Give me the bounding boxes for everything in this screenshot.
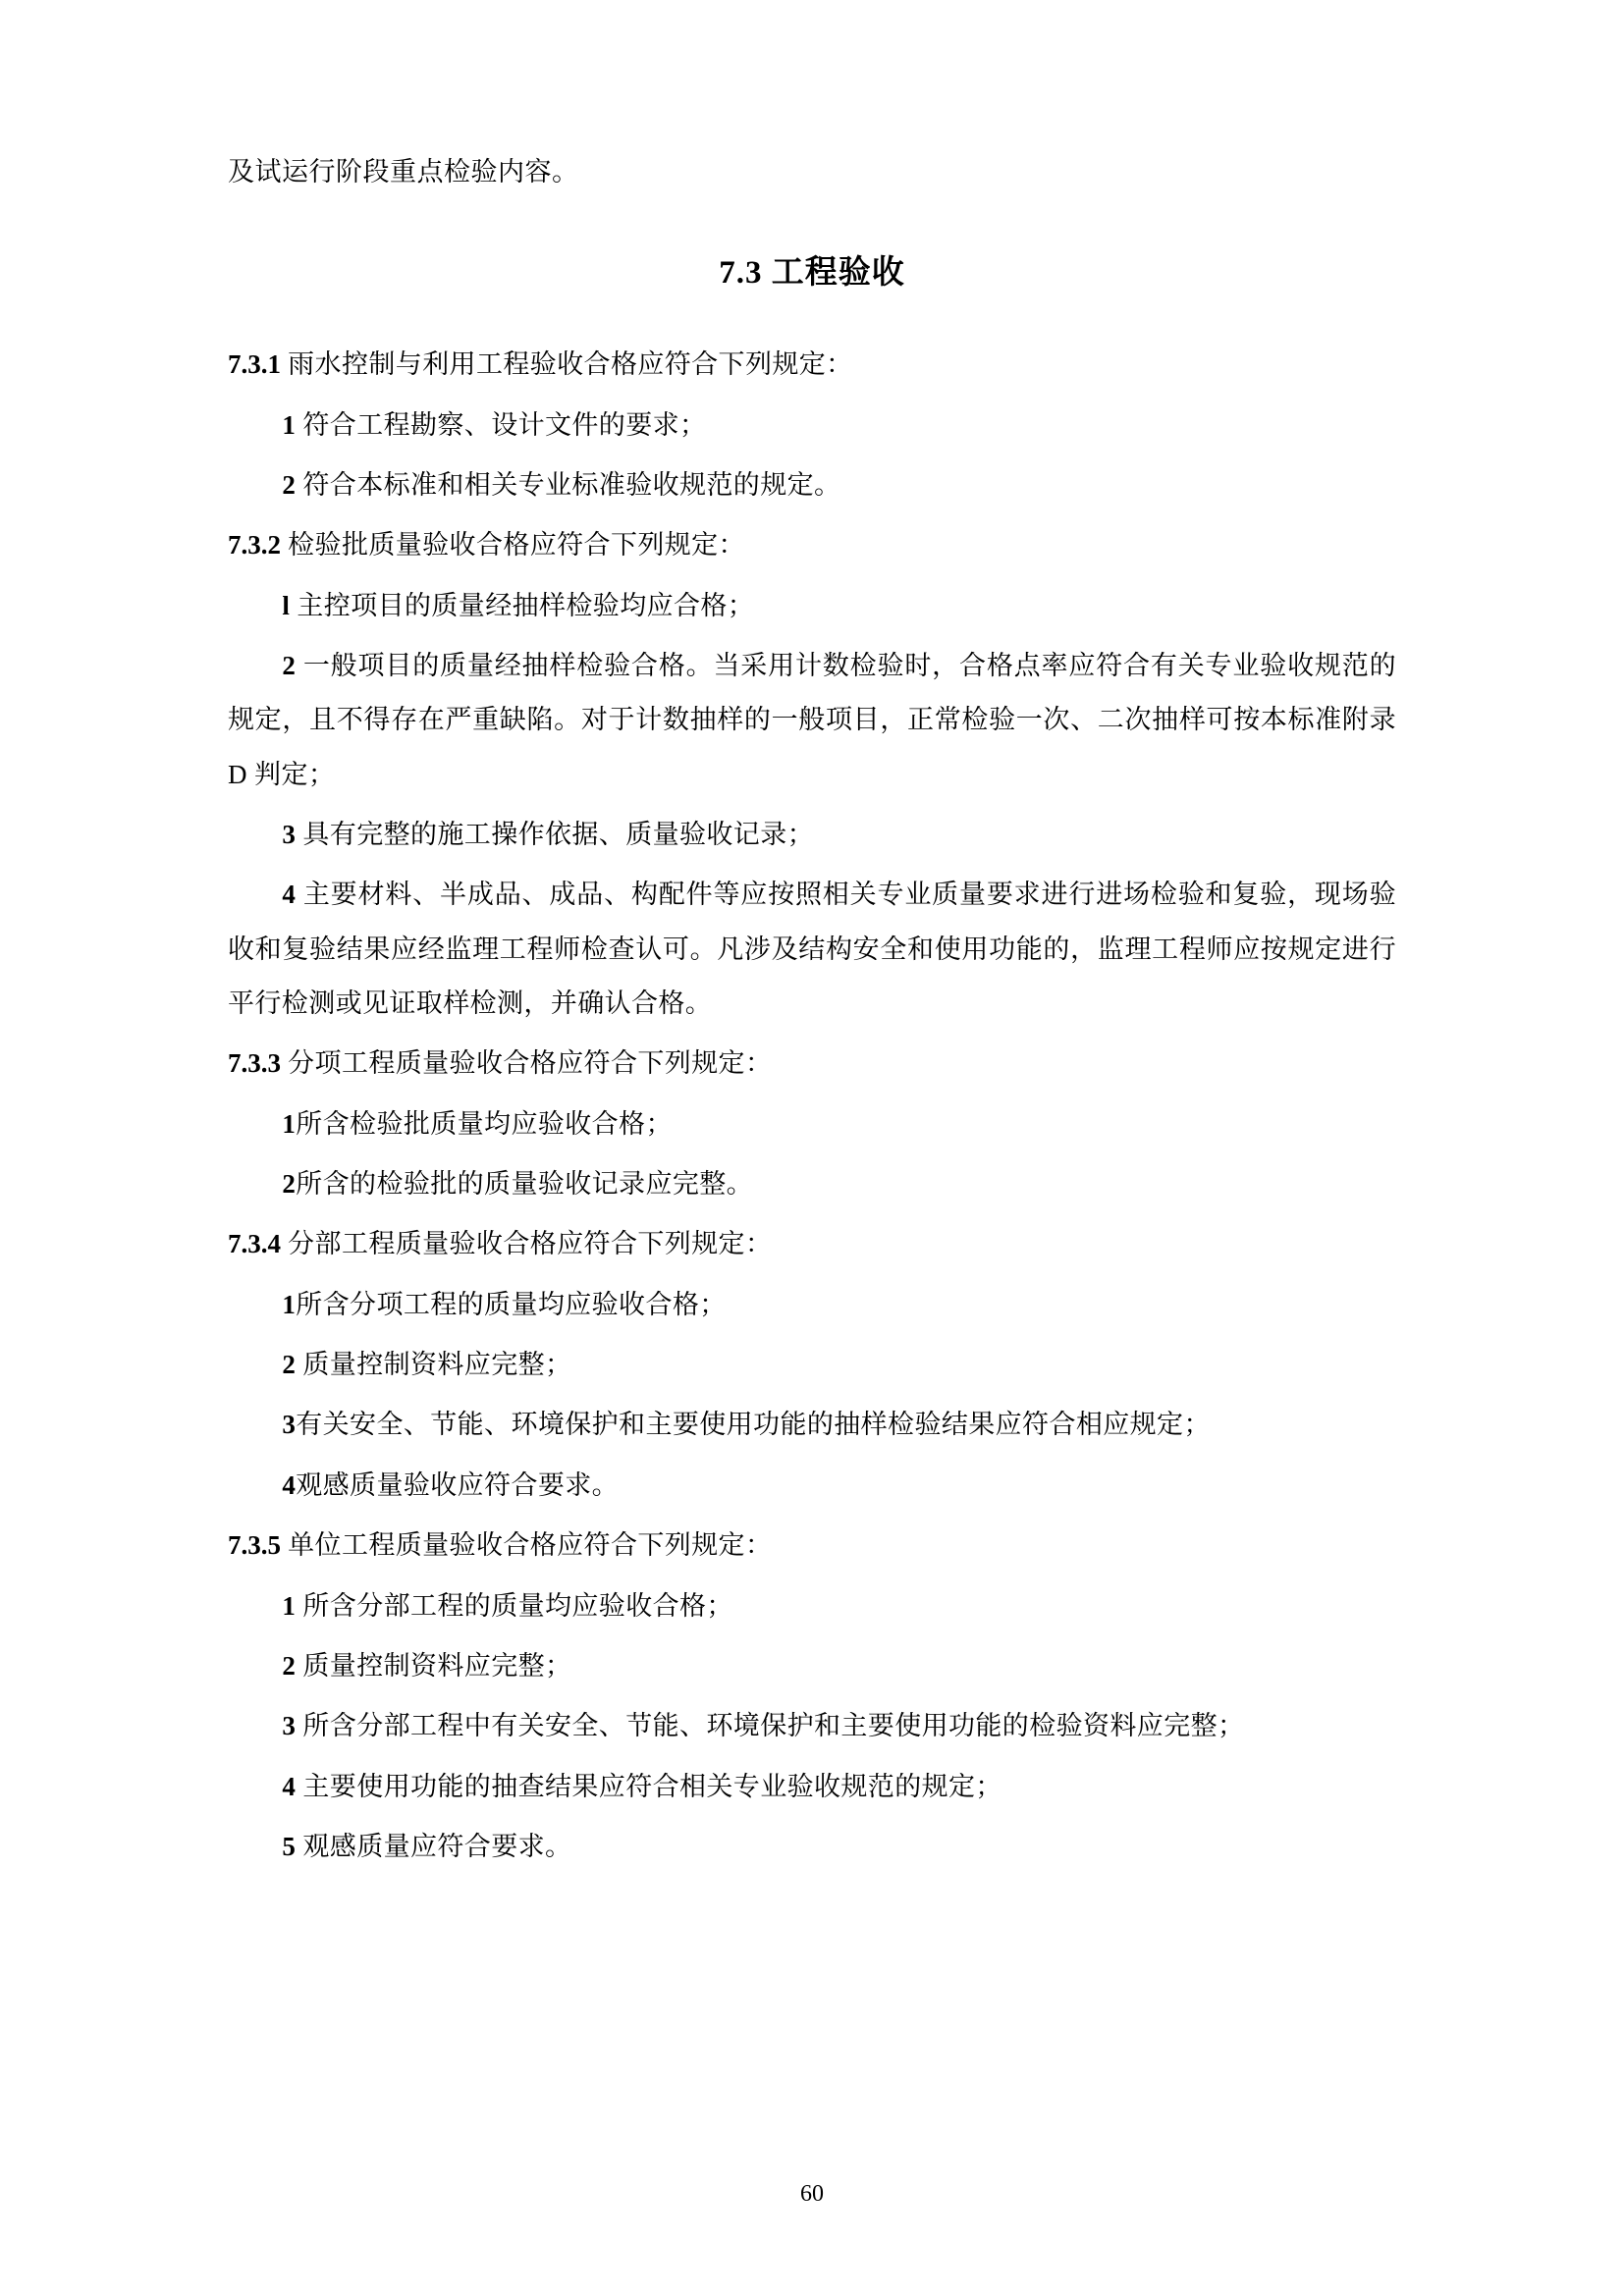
list-item [228, 1820, 1396, 1874]
item-number: 1 [282, 1590, 297, 1621]
clause-number: 7.3.4 [228, 1229, 281, 1259]
item-number: 4 [282, 880, 297, 910]
list-item [228, 399, 1396, 453]
item-text: 有关安全、节能、环境保护和主要使用功能的抽样检验结果应符合相应规定； [296, 1410, 1211, 1440]
item-text: 符合工程勘察、设计文件的要求； [302, 409, 707, 440]
clause-number: 7.3.3 [228, 1048, 281, 1079]
item-number: 1 [282, 1108, 297, 1139]
clause-number: 7.3.2 [228, 530, 281, 561]
item-text: 所含分部工程中有关安全、节能、环境保护和主要使用功能的检验资料应完整； [302, 1711, 1245, 1741]
item-text: 质量控制资料应完整； [302, 1350, 572, 1380]
list-item [228, 639, 1396, 802]
clause-number: 7.3.5 [228, 1530, 281, 1561]
item-number: 4 [282, 1469, 297, 1500]
item-text: 质量控制资料应完整； [302, 1650, 572, 1681]
list-item [228, 868, 1396, 1031]
list-item [228, 1699, 1396, 1753]
list-item [228, 1639, 1396, 1693]
item-number: 5 [282, 1831, 297, 1861]
item-number: 3 [282, 1711, 297, 1741]
item-text: 所含分部工程的质量均应验收合格； [302, 1590, 733, 1621]
item-number: l [282, 590, 291, 620]
item-text: 所含的检验批的质量验收记录应完整。 [296, 1169, 754, 1200]
item-text: 主要使用功能的抽查结果应符合相关专业验收规范的规定； [302, 1771, 1002, 1801]
list-item [228, 458, 1396, 512]
list-item [228, 1760, 1396, 1814]
item-text: 主控项目的质量经抽样检验均应合格； [297, 590, 755, 620]
item-number: 1 [282, 1289, 297, 1319]
clause-text: 雨水控制与利用工程验收合格应符合下列规定： [288, 349, 853, 380]
clause-7-3-3 [228, 1037, 1396, 1091]
item-text: 所含检验批质量均应验收合格； [296, 1108, 673, 1139]
list-item [228, 1579, 1396, 1633]
clause-7-3-2 [228, 518, 1396, 572]
list-item [228, 808, 1396, 862]
item-text: 所含分项工程的质量均应验收合格； [296, 1289, 727, 1319]
list-item [228, 1097, 1396, 1151]
item-text: 主要材料、半成品、成品、构配件等应按照相关专业质量要求进行进场检验和复验，现场验收和复验结果应经监理工程师检查认可。凡涉及结构安全和使用功能的，监理工程师应按规定进行平行检测或见证取样检测，并确认合格。 [228, 880, 1396, 1019]
clause-7-3-5 [228, 1519, 1396, 1573]
item-number: 2 [282, 1350, 297, 1380]
lead-line: 及试运行阶段重点检验内容。 [228, 157, 579, 187]
list-item [228, 1459, 1396, 1513]
item-number: 1 [282, 409, 297, 440]
list-item [228, 1398, 1396, 1452]
item-number: 3 [282, 1410, 297, 1440]
section-title: 7.3 工程验收 [719, 255, 905, 292]
clause-text: 分部工程质量验收合格应符合下列规定： [288, 1229, 773, 1259]
clause-text: 单位工程质量验收合格应符合下列规定： [288, 1530, 773, 1561]
item-number: 3 [282, 820, 297, 850]
item-number: 2 [282, 1169, 297, 1200]
item-number: 2 [282, 469, 297, 500]
clause-number: 7.3.1 [228, 349, 281, 380]
page-content [228, 147, 1396, 1874]
list-item [228, 1157, 1396, 1211]
item-number: 4 [282, 1771, 297, 1801]
list-item [228, 579, 1396, 633]
item-text: 符合本标准和相关专业标准验收规范的规定。 [302, 469, 841, 500]
list-item [228, 1338, 1396, 1392]
page-number: 60 [800, 2181, 824, 2207]
item-text: 具有完整的施工操作依据、质量验收记录； [302, 820, 815, 850]
clause-text: 分项工程质量验收合格应符合下列规定： [288, 1048, 773, 1079]
list-item [228, 1278, 1396, 1332]
item-number: 2 [282, 651, 297, 681]
clause-7-3-4 [228, 1217, 1396, 1271]
item-text: 观感质量应符合要求。 [302, 1831, 572, 1861]
clause-7-3-1 [228, 338, 1396, 392]
item-number: 2 [282, 1650, 297, 1681]
clause-text: 检验批质量验收合格应符合下列规定： [288, 530, 745, 561]
item-text: 一般项目的质量经抽样检验合格。当采用计数检验时，合格点率应符合有关专业验收规范的规定，且不得存在严重缺陷。对于计数抽样的一般项目，正常检验一次、二次抽样可按本标准附录 D 判定； [228, 651, 1396, 789]
item-text: 观感质量验收应符合要求。 [296, 1469, 620, 1500]
